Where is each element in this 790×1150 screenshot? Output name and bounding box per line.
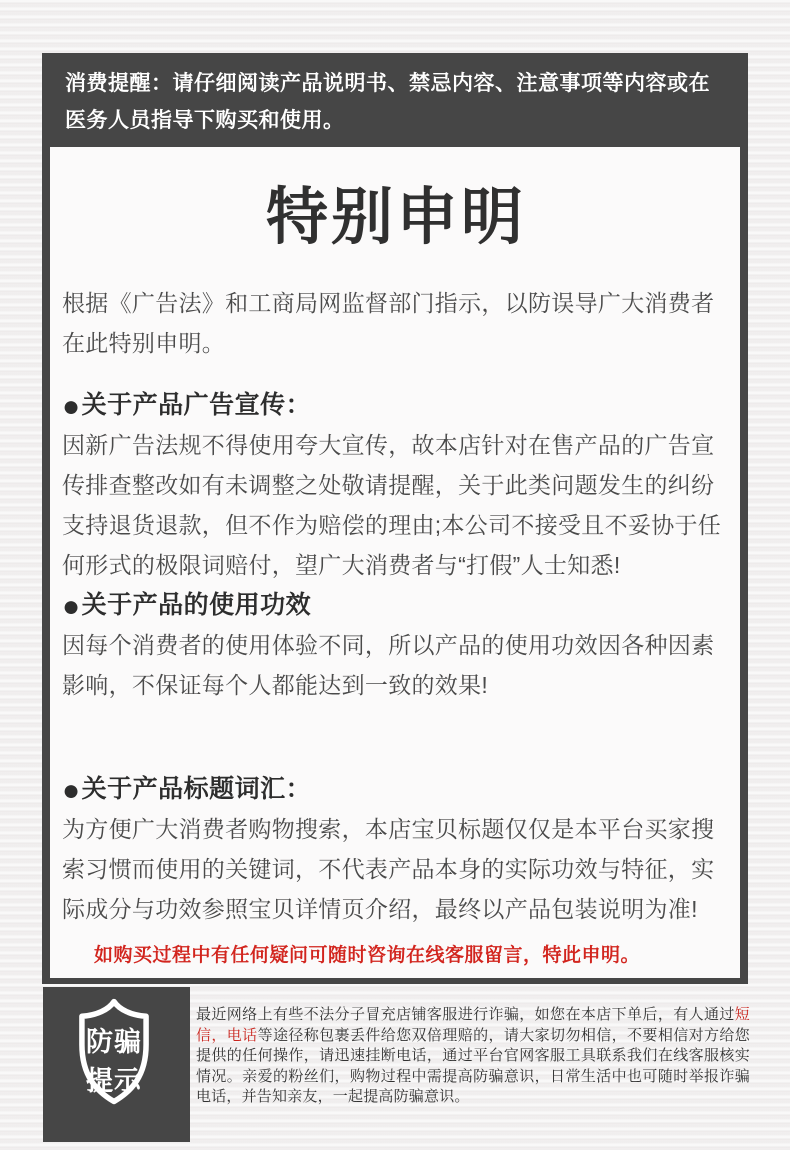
section-advertising-heading-label: 关于产品广告宣传： [81, 391, 312, 419]
statement-title: 特别申明 [265, 183, 526, 252]
customer-service-note: 如购买过程中有任何疑问可随时咨询在线客服留言，特此申明。 [94, 945, 641, 966]
fraud-highlight-sms-phone: 短信，电话 [196, 1006, 750, 1044]
fraud-text-before: 最近网络上有些不法分子冒充店铺客服进行诈骗，如您在本店下单后，有人通过 [196, 1006, 735, 1023]
fraud-badge-line1: 防骗 [86, 1027, 142, 1057]
section-keywords-heading [62, 769, 730, 809]
section-efficacy-heading [62, 585, 730, 625]
consumer-notice-text: 消费提醒：请仔细阅读产品说明书、禁忌内容、注意事项等内容或在医务人员指导下购买和使用。 [65, 72, 710, 132]
section-efficacy-heading-label: 关于产品的使用功效 [81, 591, 312, 619]
section-keywords-body: 为方便广大消费者购物搜索，本店宝贝标题仅仅是本平台买家搜索习惯而使用的关键词，不代表产品本身的实际功效与特征，实际成分与功效参照宝贝详情页介绍，最终以产品包装说明为准! [62, 816, 715, 922]
section-efficacy-body: 因每个消费者的使用体验不同，所以产品的使用功效因各种因素影响，不保证每个人都能达到一致的效果! [62, 632, 715, 698]
section-keywords-heading-label: 关于产品标题词汇： [81, 775, 312, 803]
bullet-icon: ● [62, 390, 81, 423]
section-advertising-heading [62, 385, 730, 425]
bullet-icon: ● [62, 774, 81, 807]
fraud-text-after: 等途径称包裹丢件给您双倍理赔的，请大家切勿相信，不要相信对方给您提供的任何操作，请迅速挂断电话，通过平台官网客服工具联系我们在线客服核实情况。亲爱的粉丝们，购物过程中需提高防骗意识，日常生活中也可随时举报诈骗电话，并告知亲友，一起提高防骗意识。 [196, 1026, 750, 1105]
statement-intro: 根据《广告法》和工商局网监督部门指示，以防误导广大消费者在此特别申明。 [62, 290, 715, 356]
fraud-alert-text [196, 1005, 750, 1108]
consumer-notice-bar [42, 53, 748, 147]
fraud-badge-text [68, 1023, 160, 1101]
section-advertising-body: 因新广告法规不得使用夸大宣传，故本店针对在售产品的广告宣传排查整改如有未调整之处敬请提醒，关于此类问题发生的纠纷支持退货退款，但不作为赔偿的理由;本公司不接受且不妥协于任何形式的极限词赔付，望广大消费者与“打假”人士知悉! [62, 432, 722, 578]
bullet-icon: ● [62, 590, 81, 623]
statement-frame [42, 53, 748, 984]
statement-card [50, 147, 740, 978]
fraud-alert-badge-panel [43, 987, 190, 1142]
shield-icon [68, 997, 160, 1107]
fraud-badge-line2: 提示 [86, 1066, 142, 1096]
